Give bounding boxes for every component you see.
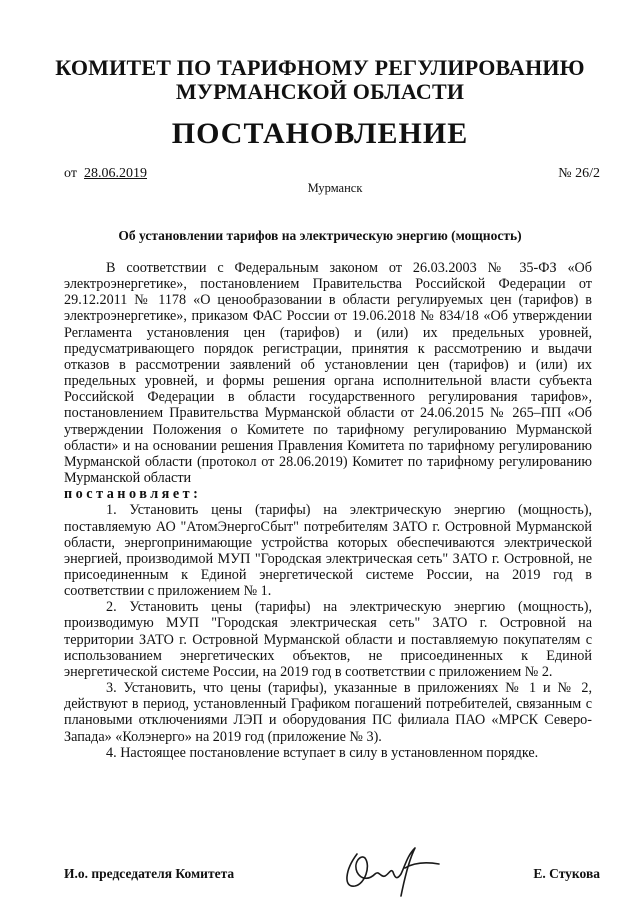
organization-name (0, 56, 640, 104)
date-label: от (64, 166, 77, 181)
organization-name-line-2: МУРМАНСКОЙ ОБЛАСТИ (175, 79, 465, 104)
signatory-name: Е. Стукова (533, 866, 600, 881)
item-paragraph-3: 3. Установить, что цены (тарифы), указанные в приложениях № 1 и № 2, действуют в период, установленный Графиком погашений потребителей, связанным с плановыми отключениями ЛЭП и оборудования ПС филиала ПАО «МРСК Северо-Запада» «Колэнерго» на 2019 год (приложение № 3). (64, 680, 592, 745)
document-body (64, 260, 592, 761)
resolves-heading: постановляет: (64, 486, 202, 503)
signature-row (64, 862, 600, 884)
document-number: № 26/2 (558, 166, 600, 181)
document-date: 28.06.2019 (84, 166, 147, 181)
organization-name-line-1: КОМИТЕТ ПО ТАРИФНОМУ РЕГУЛИРОВАНИЮ (55, 55, 585, 80)
document-subject: Об установлении тарифов на электрическую энергию (мощность) (118, 228, 522, 243)
document-type-title: ПОСТАНОВЛЕНИЕ (171, 117, 469, 150)
preamble-paragraph: В соответствии с Федеральным законом от 26.03.2003 № 35-ФЗ «Об электроэнергетике», постановлением Правительства Российской Федерации от 29.12.2011 № 1178 «О ценообразовании в области регулируемых цен (тарифов) в электроэнергетике», приказом ФАС России от 19.06.2018 № 834/18 «Об утверждении Регламента установления цен (тарифов) и (или) их предельных уровней, предусматривающего порядок регистрации, принятия к рассмотрению и выдачи отказов в рассмотрении заявлений об установлении цен (тарифов) и (или) их предельных уровней, и формы решения органа исполнительной власти субъекта Российской Федерации в области государственного регулирования тарифов», постановлением Правительства Мурманской области от 24.06.2015 № 265–ПП «Об утверждении Положения о Комитете по тарифному регулированию Мурманской области» и на основании решения Правления Комитета по тарифному регулированию Мурманской области (протокол от 28.06.2019) Комитет по тарифному регулированию Мурманской области (64, 260, 592, 487)
signatory-title: И.о. председателя Комитета (64, 866, 235, 881)
item-paragraph-1: 1. Установить цены (тарифы) на электрическую энергию (мощность), поставляемую АО "АтомЭнергоСбыт" потребителям ЗАТО г. Островной Мурманской области, энергопринимающие устройства которых обеспечиваются электрической энергией, производимой МУП "Городская электрическая сеть" ЗАТО г. Островной, не присоединенным к Единой энергетической системе России, на 2019 год в соответствии с приложением № 1. (64, 502, 592, 600)
item-paragraph-2: 2. Установить цены (тарифы) на электрическую энергию (мощность), производимую МУП "Городская электрическая сеть" ЗАТО г. Островной на территории ЗАТО г. Островной Мурманской области и поставляемую покупателям с использованием энергетических объектов, не присоединенных к Единой энергетической системе России, на 2019 год в соответствии с приложением № 2. (64, 599, 592, 680)
city-name: Мурманск (307, 181, 363, 195)
item-paragraph-4: 4. Настоящее постановление вступает в силу в установленном порядке. (106, 744, 539, 761)
